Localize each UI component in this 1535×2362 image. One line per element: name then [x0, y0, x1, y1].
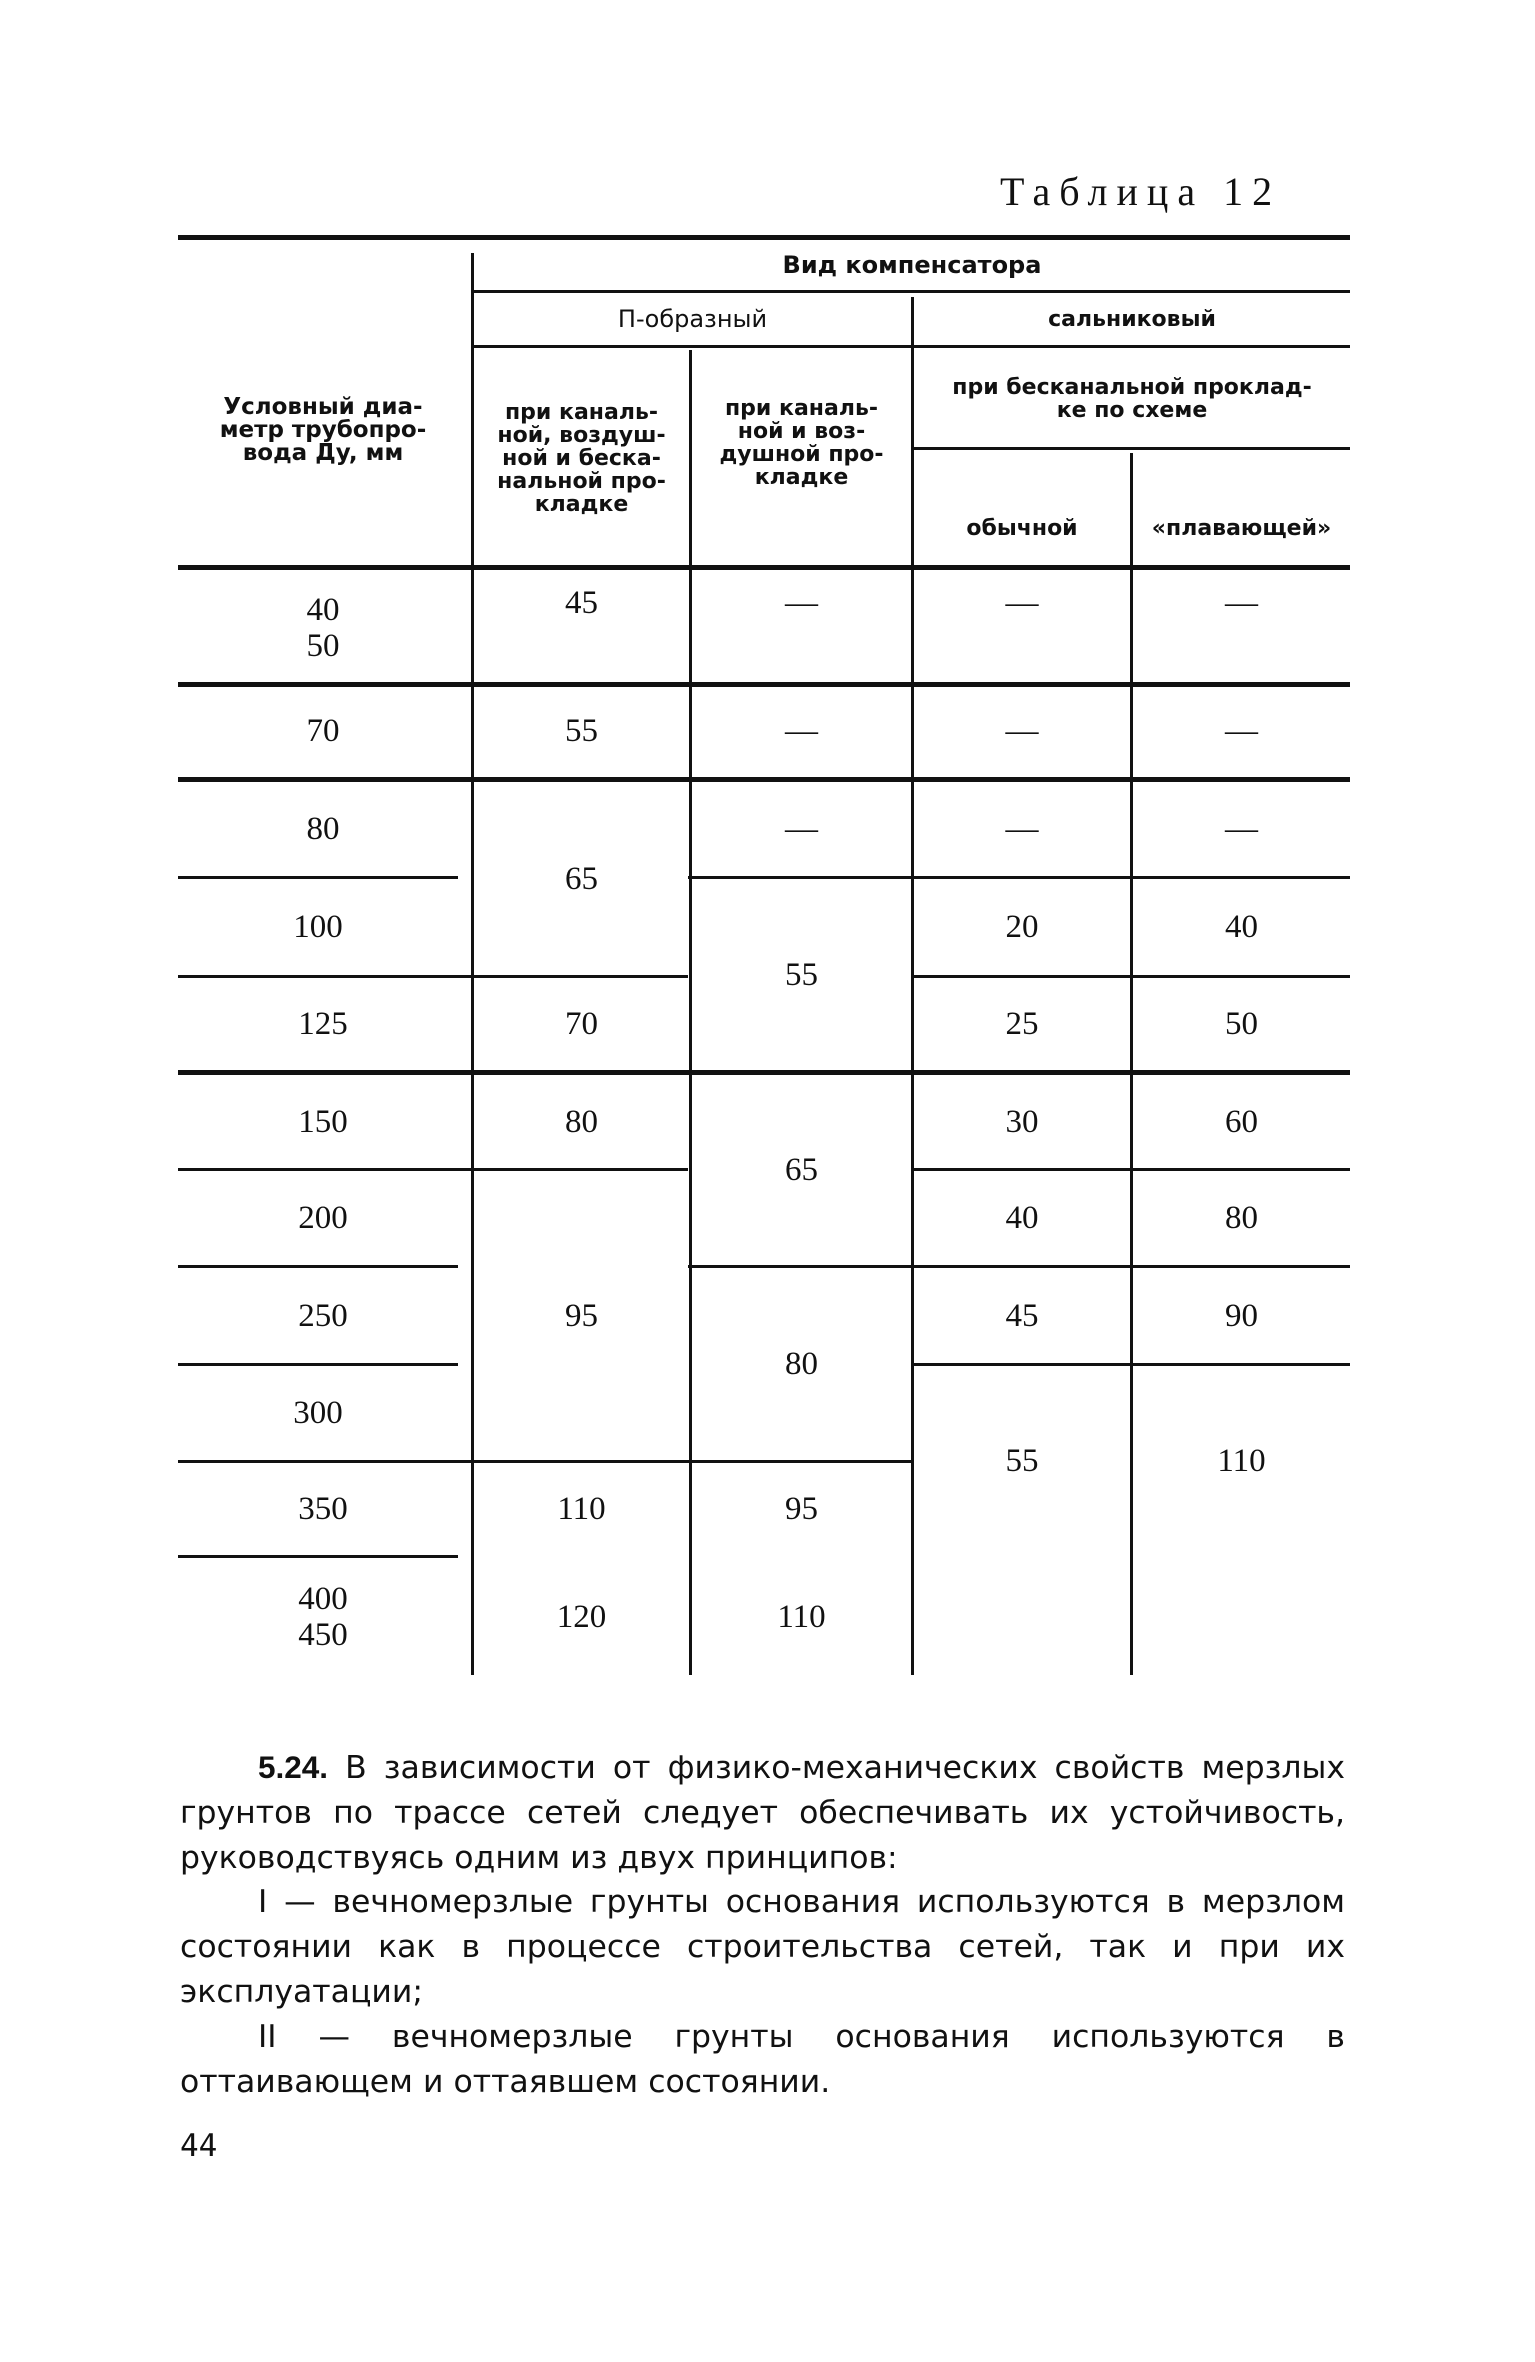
- u-col2-header: при каналь- ной и воз- душной про- кладке: [719, 396, 884, 490]
- u-shaped-header: П-образный: [617, 304, 768, 333]
- g1-cell: 20: [1005, 909, 1039, 945]
- u1-cell: 110: [557, 1491, 606, 1527]
- u1-cell: 45: [565, 585, 598, 621]
- diameter-cell: 40 50: [306, 591, 340, 664]
- u1-cell: 55: [565, 713, 598, 749]
- u1-cell: 80: [565, 1103, 598, 1140]
- diameter-cell: 300: [293, 1395, 343, 1431]
- g1-cell: —: [1005, 810, 1039, 847]
- g2-cell: 80: [1225, 1200, 1258, 1236]
- diameter-cell: 250: [298, 1297, 348, 1334]
- paragraph-body: В зависимости от физико-механических свойств мерзлых грунтов по трассе сетей следует обеспечивать их устойчивость, руководствуясь одним из двух принципов:: [180, 1750, 1345, 1876]
- g2-cell: —: [1225, 810, 1258, 847]
- diameter-cell: 200: [298, 1200, 348, 1236]
- g2-cell: 60: [1225, 1103, 1258, 1140]
- g1-cell: —: [1005, 713, 1039, 749]
- rule-top: [178, 235, 1350, 240]
- rule-scheme: [913, 447, 1350, 450]
- g1-cell: 45: [1005, 1297, 1039, 1334]
- table-caption: Таблица 12: [1000, 169, 1282, 214]
- gland-col1-header: обычной: [966, 515, 1078, 541]
- g1-cell: 55: [1005, 1443, 1039, 1479]
- group-header: Вид компенсатора: [782, 250, 1042, 279]
- diameter-cell: 350: [298, 1491, 348, 1527]
- diameter-cell: 400 450: [298, 1580, 348, 1653]
- u2-cell: —: [785, 810, 818, 847]
- g2-cell: 90: [1225, 1297, 1258, 1334]
- gland-col2-header: «плавающей»: [1151, 515, 1332, 541]
- g2-cell: 50: [1225, 1006, 1258, 1042]
- g1-cell: 25: [1005, 1006, 1039, 1042]
- gland-header: сальниковый: [1048, 306, 1216, 332]
- rule-group: [473, 290, 1350, 293]
- diameter-cell: 80: [306, 810, 340, 847]
- rule-header-bottom: [178, 565, 1350, 570]
- g1-cell: 40: [1005, 1200, 1039, 1236]
- u1-cell: 120: [556, 1598, 607, 1635]
- u1-cell: 65: [565, 860, 598, 897]
- g2-cell: —: [1225, 713, 1258, 749]
- g1-cell: 30: [1005, 1103, 1039, 1140]
- diameter-cell: 100: [293, 909, 343, 945]
- principle-1: I — вечномерзлые грунты основания используются в мерзлом состоянии как в процессе строительства сетей, так и при их эксплуатации;: [180, 1884, 1345, 2010]
- u2-cell: 110: [777, 1598, 826, 1635]
- g2-cell: —: [1225, 585, 1258, 621]
- g2-cell: 40: [1225, 909, 1258, 945]
- diameter-cell: 70: [306, 713, 340, 749]
- u1-cell: 95: [565, 1297, 598, 1334]
- u-col1-header: при каналь- ной, воздуш- ной и беска- нальной про- кладке: [497, 399, 666, 517]
- diameter-cell: 150: [298, 1103, 348, 1140]
- u2-cell: —: [785, 585, 818, 621]
- diameter-cell: 125: [298, 1006, 348, 1042]
- gland-sub-header: при бесканальной проклад- ке по схеме: [952, 375, 1312, 423]
- u1-cell: 70: [565, 1006, 598, 1042]
- page-number: 44: [180, 2128, 218, 2164]
- g1-cell: —: [1005, 585, 1039, 621]
- u2-cell: 95: [785, 1491, 818, 1527]
- compensator-table: [178, 235, 1350, 1675]
- stub-header: Условный диа- метр трубопро- вода Дy, мм: [219, 393, 427, 466]
- principle-2: II — вечномерзлые грунты основания используются в оттаивающем и оттаявшем состоянии.: [180, 2019, 1345, 2100]
- g2-cell: 110: [1217, 1443, 1266, 1479]
- u2-cell: 55: [785, 956, 818, 993]
- u2-cell: 80: [785, 1346, 818, 1382]
- u2-cell: 65: [785, 1152, 818, 1188]
- paragraph-number: 5.24.: [258, 1749, 329, 1785]
- u2-cell: —: [785, 713, 818, 749]
- paragraph-5-24: [180, 1745, 1345, 1881]
